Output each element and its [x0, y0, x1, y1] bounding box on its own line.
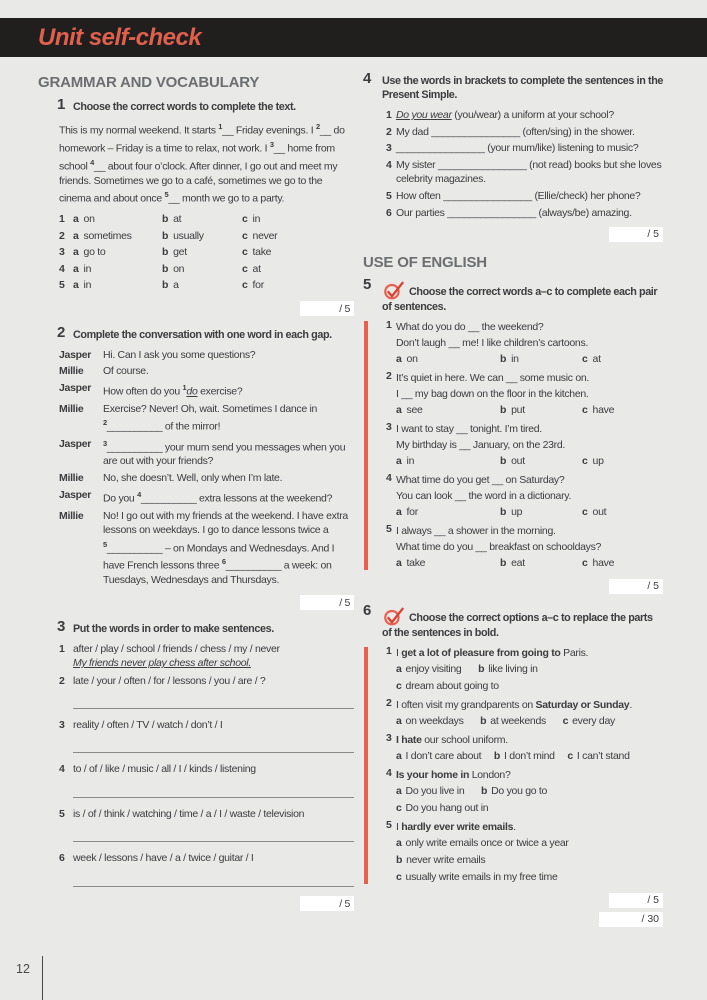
- item-number: 2: [59, 674, 65, 687]
- option-letter: b: [162, 279, 169, 292]
- option-text: on weekdays: [405, 715, 464, 728]
- option-c: have: [592, 404, 615, 417]
- item-sentence: Is your home in London?: [396, 769, 511, 782]
- option-c: at: [252, 262, 261, 275]
- word-order-item: [59, 762, 354, 797]
- item-words: after / play / school / friends / chess / my / never: [73, 642, 280, 655]
- item-number: 5: [386, 189, 392, 202]
- option-letter: a: [73, 229, 79, 242]
- option-letter: a: [396, 785, 402, 798]
- options-row: [59, 211, 354, 228]
- sentence-item: [363, 141, 663, 156]
- pair-line-2: What time do you __ breakfast on schooldays?: [396, 541, 602, 554]
- score-row: [59, 301, 354, 316]
- item-text: My sister ________________ (not read) books but she loves celebrity magazines.: [396, 158, 662, 186]
- option-a: take: [406, 557, 426, 570]
- exercise-5: [363, 276, 663, 594]
- item-number: 1: [386, 319, 392, 332]
- option-row-number: 2: [59, 229, 65, 242]
- answer-blank-line: [73, 827, 354, 842]
- exercise-1-number: 1: [57, 96, 66, 113]
- word-order-item: [59, 674, 354, 709]
- item-number: 5: [386, 819, 392, 832]
- options-flow: [396, 661, 663, 695]
- word-order-item: [59, 851, 354, 886]
- option-letter: b: [162, 213, 169, 226]
- score-row: [59, 896, 354, 911]
- dialog-row: [59, 402, 354, 434]
- option-text: at weekends: [490, 715, 546, 728]
- item-number: 4: [59, 763, 65, 776]
- option-a: on: [406, 353, 418, 366]
- option-letter: a: [396, 455, 402, 468]
- option-c: have: [592, 557, 615, 570]
- exercise-2-title: Complete the conversation with one word in each gap.: [73, 328, 332, 341]
- options-flow: [396, 835, 663, 886]
- option-letter: c: [242, 213, 248, 226]
- option-letter: a: [396, 837, 402, 850]
- option-text: never write emails: [406, 854, 486, 867]
- item-number: 3: [59, 718, 65, 731]
- option-b: out: [511, 455, 525, 468]
- option-letter: b: [162, 262, 169, 275]
- speaker-label: Jasper: [59, 437, 92, 450]
- options-row: [396, 504, 663, 521]
- option-b: usually: [173, 229, 204, 242]
- exercise-5-head: [363, 276, 663, 314]
- option-letter: c: [396, 802, 402, 815]
- item-number: 5: [386, 523, 392, 536]
- item-number: 2: [386, 697, 392, 710]
- checkmark-icon: [382, 280, 406, 300]
- options-flow: [396, 713, 663, 730]
- option-letter: c: [242, 279, 248, 292]
- option-letter: b: [480, 715, 487, 728]
- pair-line-2: Don’t laugh __ me! I like children’s cartoons.: [396, 337, 589, 350]
- option-text: I don’t mind: [504, 750, 555, 763]
- option-letter: c: [396, 871, 402, 884]
- option-c: out: [592, 506, 607, 519]
- option-letter: a: [73, 279, 79, 292]
- item-number: 2: [386, 125, 392, 138]
- exercise-3-head: [57, 617, 354, 636]
- answer-blank-line: [73, 872, 354, 887]
- dialog-text: No, she doesn’t. Well, only when I’m late.: [103, 472, 283, 485]
- speaker-label: Jasper: [59, 348, 92, 361]
- exercise-6: [363, 602, 663, 927]
- option-a: for: [406, 506, 418, 519]
- pair-item: [363, 523, 663, 572]
- footer-rule: [42, 956, 43, 1000]
- option-letter: c: [242, 246, 248, 259]
- option-letter: a: [73, 262, 79, 275]
- option-a: go to: [83, 246, 106, 259]
- word-order-item: [59, 718, 354, 753]
- dialog-row: [59, 437, 354, 469]
- sentence-item: [363, 158, 663, 187]
- options-row: [396, 453, 663, 470]
- exercise-6-head: [363, 602, 663, 640]
- option-b: on: [173, 262, 185, 275]
- option-c: for: [252, 279, 264, 292]
- option-a: in: [83, 262, 92, 275]
- options-row: [59, 277, 354, 294]
- options-row: [396, 351, 663, 368]
- exercise-2: [57, 323, 354, 610]
- pair-line-1: It’s quiet in here. We can __ some music on.: [396, 372, 590, 385]
- option-c: take: [252, 246, 272, 259]
- pair-line-1: I always __ a shower in the morning.: [396, 525, 556, 538]
- speaker-label: Millie: [59, 365, 84, 378]
- item-number: 3: [386, 421, 392, 434]
- item-words: reality / often / TV / watch / don’t / I: [73, 718, 223, 731]
- option-b: up: [511, 506, 523, 519]
- item-text: Do you wear (you/wear) a uniform at your school?: [396, 109, 614, 121]
- dialog-row: [59, 471, 354, 485]
- option-c: never: [252, 229, 278, 242]
- section-heading-use-of-english: USE OF ENGLISH: [363, 254, 487, 272]
- dialog-text: Hi. Can I ask you some questions?: [103, 348, 256, 361]
- option-text: only write emails once or twice a year: [405, 837, 569, 850]
- option-text: Do you live in: [405, 785, 465, 798]
- score-row: [363, 227, 663, 242]
- option-letter: a: [73, 246, 79, 259]
- dialog-row: [59, 488, 354, 506]
- score-box: / 5: [609, 579, 663, 594]
- pair-item: [363, 370, 663, 419]
- option-letter: b: [162, 246, 169, 259]
- answer-blank-line: [73, 694, 354, 709]
- option-a: in: [83, 279, 92, 292]
- item-number: 6: [59, 852, 65, 865]
- pair-item: [363, 472, 663, 521]
- option-letter: c: [567, 750, 573, 763]
- option-letter: b: [396, 854, 403, 867]
- option-row-number: 3: [59, 246, 65, 259]
- item-number: 6: [386, 206, 392, 219]
- option-letter: b: [500, 353, 507, 366]
- item-sentence: I hate our school uniform.: [396, 734, 508, 747]
- option-text: Do you go to: [491, 785, 548, 798]
- options-row: [59, 261, 354, 278]
- option-letter: c: [582, 404, 588, 417]
- item-number: 2: [386, 370, 392, 383]
- option-text: usually write emails in my free time: [405, 871, 558, 884]
- item-number: 4: [386, 767, 392, 780]
- exercise-3-title: Put the words in order to make sentences.: [73, 622, 274, 635]
- speaker-label: Jasper: [59, 382, 92, 395]
- answer-blank-line: [73, 738, 354, 753]
- speaker-label: Millie: [59, 509, 84, 522]
- exercise-4-head: [363, 70, 663, 102]
- option-text: enjoy visiting: [405, 663, 462, 676]
- column-left: [38, 74, 354, 939]
- option-a: sometimes: [83, 229, 132, 242]
- options-row: [59, 228, 354, 245]
- section-heading-grammar: GRAMMAR AND VOCABULARY: [38, 74, 260, 91]
- item-words: late / your / often / for / lessons / you / are / ?: [73, 674, 266, 687]
- page-header-bar: [0, 18, 707, 57]
- exercise-2-head: [57, 323, 354, 342]
- option-letter: b: [493, 750, 501, 763]
- checkmark-icon: [382, 606, 406, 626]
- option-letter: a: [396, 557, 402, 570]
- option-row-number: 1: [59, 213, 65, 226]
- options-row: [396, 402, 663, 419]
- exercise-4-title: Use the words in brackets to complete the sentences in the Present Simple.: [382, 75, 663, 101]
- pair-line-1: What time do you get __ on Saturday?: [396, 474, 565, 487]
- option-letter: a: [396, 663, 402, 676]
- option-text: like living in: [488, 663, 538, 676]
- item-words: is / of / think / watching / time / a / I / waste / television: [73, 807, 305, 820]
- option-letter: a: [396, 506, 402, 519]
- answer-blank-line: [73, 783, 354, 798]
- exercise-1-options: [59, 211, 354, 294]
- option-b: in: [511, 353, 519, 366]
- item-sentence: I hardly ever write emails.: [396, 821, 516, 834]
- option-text: I can’t stand: [576, 750, 630, 763]
- option-letter: c: [242, 262, 248, 275]
- pair-line-1: I want to stay __ tonight. I’m tired.: [396, 423, 542, 436]
- word-order-item: [59, 642, 354, 671]
- option-letter: a: [73, 213, 79, 226]
- score-row: [59, 595, 354, 610]
- speaker-label: Millie: [59, 472, 84, 485]
- options-flow: [396, 748, 663, 765]
- option-a: see: [406, 404, 423, 417]
- pair-line-2: My birthday is __ January, on the 23rd.: [396, 439, 566, 452]
- score-box: / 5: [300, 896, 354, 911]
- dialog-row: [59, 364, 354, 378]
- total-score-row: [363, 912, 663, 927]
- item-text: Our parties ________________ (always/be) amazing.: [396, 206, 632, 219]
- dialog-text: Do you $^4$__________ extra lessons at the weekend?: [103, 490, 333, 505]
- option-b: get: [173, 246, 187, 259]
- exercise-5-items: [363, 319, 663, 572]
- exercise-3-number: 3: [57, 617, 66, 635]
- option-row-number: 4: [59, 262, 65, 275]
- option-b: eat: [511, 557, 525, 570]
- column-right: [363, 70, 663, 939]
- option-letter: a: [396, 404, 402, 417]
- item-words: to / of / like / music / all / I / kinds / listening: [73, 763, 256, 776]
- item-number: 1: [386, 109, 392, 121]
- exercise-6-title: Choose the correct options a–c to replace the parts of the sentences in bold.: [382, 612, 653, 640]
- options-row: [396, 555, 663, 572]
- pair-line-2: I __ my bag down on the floor in the kitchen.: [396, 388, 589, 401]
- dialog-text: $^3$__________ your mum send you messages when you are out with your friends?: [103, 438, 346, 468]
- option-letter: a: [396, 750, 402, 763]
- sentence-item: [363, 189, 663, 204]
- exercise-1-text: This is my normal weekend. It starts $^1$__ Friday evenings. I $^2$__ do homework – Friday is a time to relax, not work. I $^3$__ home from school $^4$__ about four o’clock. After dinner, I go out and meet my friends. Sometimes we go to a café, sometimes we go to the cinema and about once $^5$__ month we go to a party.: [59, 122, 345, 205]
- option-c: in: [252, 213, 261, 226]
- exercise-5-title: Choose the correct words a–c to complete each pair of sentences.: [382, 286, 658, 314]
- option-letter: c: [562, 715, 569, 728]
- exercise-3-items: [59, 642, 354, 911]
- option-b: a: [173, 279, 179, 292]
- replace-item: [363, 645, 663, 695]
- option-letter: b: [162, 229, 169, 242]
- dialog-text: Of course.: [103, 365, 149, 378]
- score-box: / 5: [300, 595, 354, 610]
- option-row-number: 5: [59, 279, 65, 292]
- item-sentence: I get a lot of pleasure from going to Paris.: [396, 647, 589, 660]
- option-text: Do you hang out in: [405, 802, 489, 815]
- option-letter: c: [582, 557, 588, 570]
- exercise-1-title: Choose the correct words to complete the text.: [73, 101, 296, 113]
- option-c: up: [592, 455, 604, 468]
- options-flow: [396, 783, 663, 817]
- item-text: My dad ________________ (often/sing) in the shower.: [396, 125, 635, 138]
- replace-item: [363, 697, 663, 730]
- page-content: [38, 70, 663, 939]
- option-c: at: [592, 353, 601, 366]
- option-letter: c: [582, 455, 588, 468]
- option-text: I don’t care about: [405, 750, 482, 763]
- option-letter: b: [481, 785, 488, 798]
- option-text: every day: [572, 715, 615, 728]
- exercise-4-number: 4: [363, 70, 372, 87]
- exercise-4-items: [363, 108, 663, 220]
- option-letter: b: [500, 506, 507, 519]
- total-score-box: / 30: [599, 912, 663, 927]
- exercise-6-items: [363, 645, 663, 886]
- score-row: [363, 579, 663, 594]
- page-title: Unit self-check: [38, 23, 202, 51]
- option-a: on: [83, 213, 95, 226]
- exercise-6-number: 6: [363, 602, 372, 620]
- option-b: put: [511, 404, 525, 417]
- score-box: / 5: [300, 301, 354, 316]
- option-letter: a: [396, 353, 402, 366]
- option-a: in: [406, 455, 415, 468]
- dialog-text: No! I go out with my friends at the weekend. I have extra lessons on weekdays. I go to dance lessons twice a $^5$__________ – on Mondays and Wednesdays. And I have French lessons three $^6$__________ a week: on Tuesdays, Wednesdays and Thursdays.: [103, 509, 348, 587]
- item-text: How often ________________ (Ellie/check) her phone?: [396, 189, 641, 202]
- score-box: / 5: [609, 893, 663, 908]
- replace-item: [363, 732, 663, 765]
- replace-item: [363, 819, 663, 886]
- sentence-item: [363, 108, 663, 123]
- exercise-1: [57, 96, 354, 316]
- sentence-item: [363, 206, 663, 221]
- item-text: ________________ (your mum/like) listening to music?: [396, 142, 639, 155]
- exercise-3: [57, 617, 354, 911]
- item-number: 4: [386, 158, 392, 171]
- pair-line-1: What do you do __ the weekend?: [396, 321, 544, 334]
- dialog-text: Exercise? Never! Oh, wait. Sometimes I dance in $^2$__________ of the mirror!: [103, 402, 318, 433]
- item-number: 3: [386, 732, 392, 745]
- option-text: dream about going to: [405, 680, 499, 693]
- option-letter: c: [396, 680, 402, 693]
- item-number: 4: [386, 472, 392, 485]
- page-number: 12: [16, 962, 30, 976]
- pair-line-2: You can look __ the word in a dictionary.: [396, 490, 572, 503]
- option-letter: b: [500, 557, 507, 570]
- option-letter: b: [500, 455, 507, 468]
- exercise-2-number: 2: [57, 323, 66, 341]
- item-number: 5: [59, 807, 65, 820]
- exercise-2-dialog: [59, 348, 354, 610]
- item-number: 1: [386, 645, 392, 658]
- sentence-item: [363, 125, 663, 140]
- item-sentence: I often visit my grandparents on Saturday or Sunday.: [396, 699, 632, 712]
- option-b: at: [173, 213, 182, 226]
- option-letter: b: [478, 663, 485, 676]
- option-letter: b: [500, 404, 507, 417]
- exercise-4: [363, 70, 663, 242]
- speaker-label: Jasper: [59, 489, 92, 502]
- item-words: week / lessons / have / a / twice / guitar / I: [73, 852, 254, 865]
- dialog-row: [59, 381, 354, 399]
- pair-item: [363, 319, 663, 368]
- dialog-row: [59, 509, 354, 588]
- replace-item: [363, 767, 663, 817]
- score-row: [363, 893, 663, 908]
- dialog-text: How often do you $^1$do exercise?: [103, 383, 243, 398]
- exercise-1-head: [57, 96, 354, 114]
- score-box: / 5: [609, 227, 663, 242]
- item-number: 1: [59, 642, 65, 655]
- option-letter: a: [396, 715, 402, 728]
- dialog-row: [59, 348, 354, 362]
- options-row: [59, 244, 354, 261]
- option-letter: c: [242, 229, 248, 242]
- word-order-item: [59, 807, 354, 842]
- speaker-label: Millie: [59, 402, 84, 415]
- item-number: 3: [386, 142, 392, 155]
- option-letter: c: [582, 353, 588, 366]
- pair-item: [363, 421, 663, 470]
- exercise-5-number: 5: [363, 276, 372, 294]
- example-answer: My friends never play chess after school.: [73, 657, 251, 670]
- option-letter: c: [582, 506, 588, 519]
